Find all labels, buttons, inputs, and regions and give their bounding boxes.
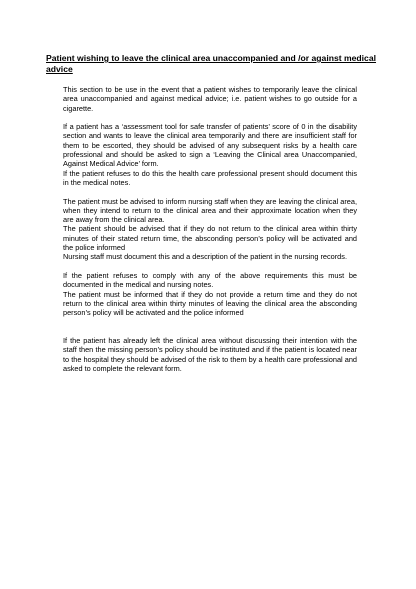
paragraph-inform-staff: The patient must be advised to inform nursing staff when they are leaving the clinical area, when they intend to return to the clinical area and their approximate location when they are away from the clinical area. [63, 196, 357, 225]
document-body [63, 85, 357, 373]
paragraph-already-left: If the patient has already left the clinical area without discussing their intention with the staff then the missing person’s policy should be instituted and if the patient is located near to the hospital they should be advised of the risk to them by a health care professional and asked to complete the relevant form. [63, 336, 357, 373]
paragraph-nursing-records: Nursing staff must document this and a description of the patient in the nursing records. [63, 252, 347, 262]
document-heading: Patient wishing to leave the clinical area unaccompanied and /or against medical advice [46, 53, 377, 74]
paragraph-noncompliance: If the patient refuses to comply with any of the above requirements this must be documented in the medical and nursing notes. [63, 270, 357, 290]
paragraph-assessment: If a patient has a ‘assessment tool for safe transfer of patients’ score of 0 in the disability section and wants to leave the clinical area temporarily and there are insufficient staff for them to be escorted, they should be advised of any subsequent risks by a health care professional and should be asked to sign a ‘Leaving the Clinical area Unaccompanied, Against Medical Advice’ form. [63, 122, 357, 169]
paragraph-intro: This section to be use in the event that a patient wishes to temporarily leave the clinical area unaccompanied and against medical advice; i.e. patient wishes to go outside for a cigarette. [63, 85, 357, 113]
paragraph-refusal: If the patient refuses to do this the health care professional present should document this in the medical notes. [63, 168, 357, 187]
paragraph-return-time: The patient should be advised that if they do not return to the clinical area within thirty minutes of their stated return time, the absconding person’s policy will be activated and the police informed [63, 224, 357, 253]
paragraph-no-return-time: The patient must be informed that if they do not provide a return time and they do not return to the clinical area within thirty minutes of leaving the clinical area the absconding person’s policy will be activated and the police informed [63, 289, 357, 318]
